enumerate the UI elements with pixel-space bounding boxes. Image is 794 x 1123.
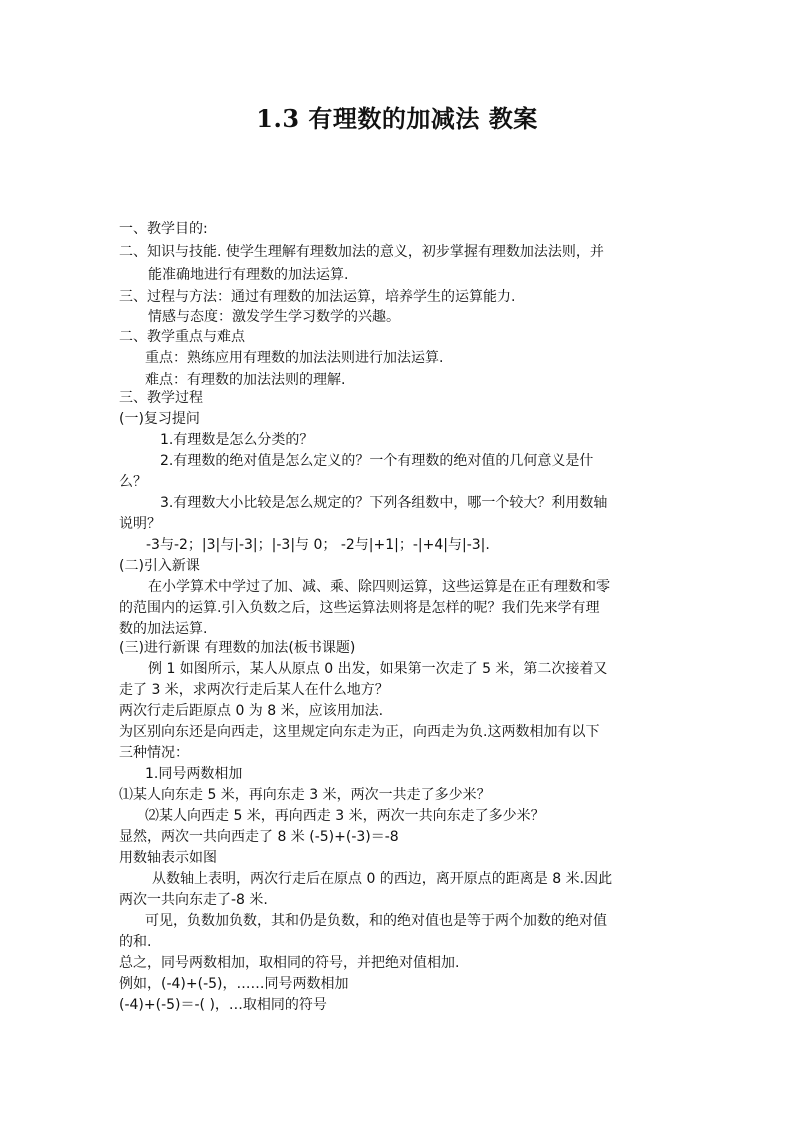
text-line: 为区别向东还是向西走，这里规定向东走为正，向西走为负.这两数相加有以下 (119, 724, 600, 740)
text-line: 1.同号两数相加 (145, 766, 243, 782)
text-line: 三、过程与方法：通过有理数的加法运算，培养学生的运算能力. (119, 289, 516, 305)
text-line: 2.有理数的绝对值是怎么定义的？一个有理数的绝对值的几何意义是什 (160, 453, 594, 469)
text-line: 么？ (119, 474, 147, 490)
text-line: 重点：熟练应用有理数的加法法则进行加法运算. (145, 350, 444, 366)
text-line: (三)进行新课 有理数的加法(板书课题) (119, 640, 356, 656)
text-line: 两次行走后距原点 0 为 8 米，应该用加法. (119, 703, 384, 719)
text-line: 二、知识与技能. 使学生理解有理数加法的意义，初步掌握有理数加法法则，并 (119, 244, 604, 260)
text-line: 3.有理数大小比较是怎么规定的？下列各组数中，哪一个较大？利用数轴 (160, 495, 608, 511)
page-title: 1.3 有理数的加减法 教案 (256, 104, 538, 133)
text-line: 情感与态度：激发学生学习数学的兴趣。 (148, 309, 400, 325)
text-line: (一)复习提问 (119, 411, 200, 427)
text-line: 例如，(-4)+(-5)，……同号两数相加 (119, 976, 349, 992)
text-line: ⑴某人向东走 5 米，再向东走 3 米，两次一共走了多少米？ (119, 787, 491, 803)
text-line: -3与-2；|3|与|-3|；|-3|与 0； -2与|+1|；-|+4|与|-3|. (146, 537, 490, 553)
text-line: 两次一共向东走了-8 米. (119, 892, 268, 908)
text-line: 1.有理数是怎么分类的？ (160, 432, 314, 448)
text-line: 从数轴上表明，两次行走后在原点 0 的西边，离开原点的距离是 8 米.因此 (152, 871, 613, 887)
text-line: 二、教学重点与难点 (119, 329, 245, 345)
text-line: 难点：有理数的加法法则的理解. (145, 372, 346, 388)
text-line: 走了 3 米，求两次行走后某人在什么地方？ (119, 682, 389, 698)
text-line: 例 1 如图所示，某人从原点 0 出发，如果第一次走了 5 米，第二次接着又 (148, 661, 608, 677)
text-line: 能准确地进行有理数的加法运算. (148, 267, 349, 283)
text-line: 的和. (119, 934, 152, 950)
text-line: 数的加法运算. (119, 621, 208, 637)
text-line: 三、教学过程 (119, 390, 203, 406)
text-line: 的范围内的运算.引入负数之后，这些运算法则将是怎样的呢？我们先来学有理 (119, 600, 600, 616)
text-line: (-4)+(-5)＝-( )，…取相同的符号 (119, 997, 327, 1013)
text-line: 在小学算术中学过了加、减、乘、除四则运算，这些运算是在正有理数和零 (148, 579, 610, 595)
text-line: 三种情况： (119, 745, 189, 761)
text-line: 一、教学目的: (119, 221, 208, 237)
text-line: (二)引入新课 (119, 558, 200, 574)
text-line: 用数轴表示如图 (119, 850, 217, 866)
text-line: 可见，负数加负数，其和仍是负数，和的绝对值也是等于两个加数的绝对值 (145, 913, 607, 929)
text-line: 总之，同号两数相加，取相同的符号，并把绝对值相加. (119, 955, 460, 971)
text-line: 说明？ (119, 516, 161, 532)
text-line: ⑵某人向西走 5 米，再向西走 3 米，两次一共向东走了多少米？ (145, 808, 545, 824)
text-line: 显然，两次一共向西走了 8 米 (-5)+(-3)＝-8 (119, 829, 399, 845)
